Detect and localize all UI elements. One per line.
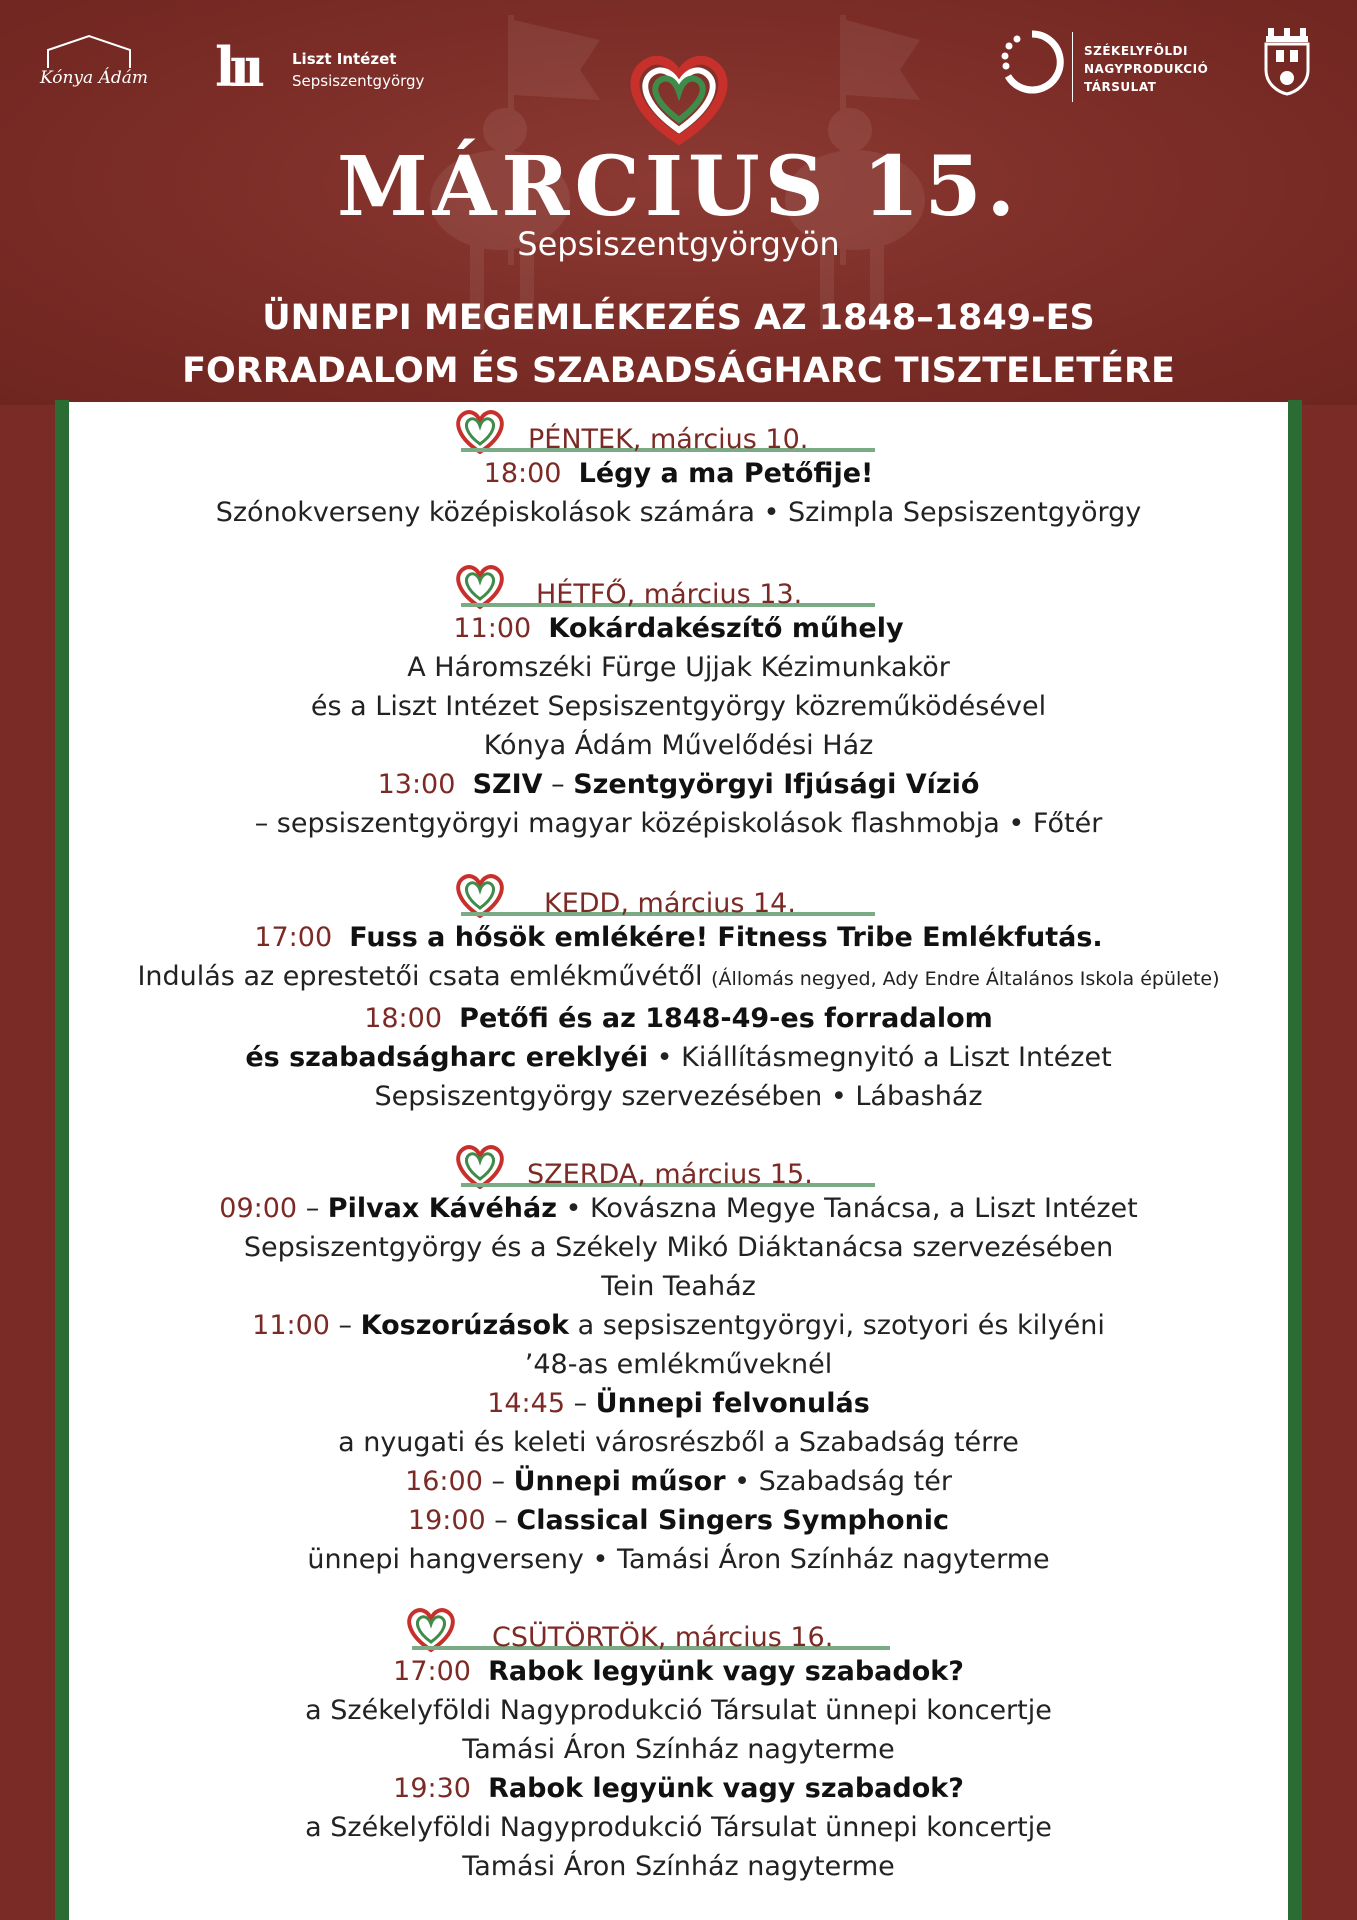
event-desc-line: – sepsiszentgyörgyi magyar középiskolások flashmobja • Főtér: [254, 808, 1103, 839]
day-label: KEDD, március 14.: [544, 888, 796, 919]
event-title-line: 09:00 – Pilvax Kávéház • Kovászna Megye Tanácsa, a Liszt Intézet: [219, 1193, 1138, 1224]
event-desc-line: Szónokverseny középiskolások számára • Szimpla Sepsiszentgyörgy: [215, 497, 1142, 528]
event-title-line: 19:30 Rabok legyünk vagy szabadok?: [393, 1773, 964, 1804]
event-desc-line: ünnepi hangverseny • Tamási Áron Színház nagyterme: [307, 1544, 1050, 1575]
headline: [0, 292, 1357, 398]
day-header: [69, 410, 1288, 454]
event-desc-line: és szabadságharc ereklyéi • Kiállításmegnyitó a Liszt Intézet: [245, 1042, 1112, 1073]
event-title-line: 16:00 – Ünnepi műsor • Szabadság tér: [405, 1466, 952, 1497]
green-stripe-right: [1288, 400, 1302, 1920]
event-desc-line: Tein Teaház: [601, 1271, 756, 1302]
day-header: [69, 1608, 1288, 1652]
event-desc-line: a Székelyföldi Nagyprodukció Társulat ünnepi koncertje: [305, 1812, 1052, 1843]
green-stripe-left: [55, 400, 69, 1920]
event-desc-line: és a Liszt Intézet Sepsiszentgyörgy közreműködésével: [310, 691, 1047, 722]
event-desc-line: Sepsiszentgyörgy és a Székely Mikó Diáktanácsa szervezésében: [243, 1232, 1114, 1263]
event-title-line: 11:00 – Koszorúzások a sepsiszentgyörgyi, szotyori és kilyéni: [252, 1310, 1105, 1341]
event-desc-line: Kónya Ádám Művelődési Ház: [483, 730, 874, 761]
liszt-city: Sepsiszentgyörgy: [292, 72, 425, 90]
day-label: SZERDA, március 15.: [527, 1159, 813, 1190]
event-title-line: 11:00 Kokárdakészítő műhely: [453, 613, 904, 644]
day-label: PÉNTEK, március 10.: [528, 424, 809, 455]
event-title-line: 18:00 Petőfi és az 1848-49-es forradalom: [364, 1003, 993, 1034]
header-banner: [0, 0, 1357, 405]
program-panel: [69, 402, 1288, 1920]
event-title-line: 13:00 SZIV – Szentgyörgyi Ifjúsági Vízió: [377, 769, 980, 800]
event-desc-line: Tamási Áron Színház nagyterme: [462, 1851, 895, 1882]
day-block-csutortok: [69, 1608, 1288, 1886]
event-desc-line: A Háromszéki Fürge Ujjak Kézimunkakör: [407, 652, 950, 683]
szekelyfoldi-logo: [1000, 30, 1209, 98]
event-desc-line: a Székelyföldi Nagyprodukció Társulat ünnepi koncertje: [305, 1695, 1052, 1726]
headline-line-1: ÜNNEPI MEGEMLÉKEZÉS AZ 1848–1849-ES: [262, 298, 1095, 338]
liszt-monogram: lıı: [215, 35, 259, 99]
day-header: [69, 874, 1288, 918]
event-title-line: 19:00 – Classical Singers Symphonic: [407, 1505, 950, 1536]
city-crest-icon: [1262, 26, 1312, 100]
day-block-hetfo: [69, 565, 1288, 843]
day-label: CSÜTÖRTÖK, március 16.: [492, 1622, 834, 1653]
page-subtitle: Sepsiszentgyörgyön: [517, 225, 840, 263]
day-block-kedd: [69, 874, 1288, 1116]
szek-line3: TÁRSULAT: [1084, 80, 1157, 94]
headline-line-2: FORRADALOM ÉS SZABADSÁGHARC TISZTELETÉRE: [182, 351, 1175, 391]
logo-left-signature: Kónya Ádám: [40, 68, 148, 88]
konya-adam-logo: [36, 32, 148, 104]
event-title-line: 17:00 Rabok legyünk vagy szabadok?: [393, 1656, 964, 1687]
event-desc-line: a nyugati és keleti városrészből a Szabadság térre: [338, 1427, 1019, 1458]
event-title-line: 14:45 – Ünnepi felvonulás: [487, 1388, 870, 1419]
page-title: MÁRCIUS 15.: [336, 139, 1021, 235]
day-block-szerda: [69, 1145, 1288, 1579]
event-title-line: 17:00 Fuss a hősök emlékére! Fitness Tribe Emlékfutás.: [254, 922, 1103, 953]
szek-line1: SZÉKELYFÖLDI: [1084, 44, 1188, 58]
event-desc-line: Sepsiszentgyörgy szervezésében • Lábasház: [374, 1081, 983, 1112]
day-label: HÉTFŐ, március 13.: [536, 579, 803, 610]
liszt-name: Liszt Intézet: [292, 50, 397, 68]
event-title-line: 18:00 Légy a ma Petőfije!: [483, 458, 874, 489]
circle-logo-icon: [1000, 30, 1064, 94]
day-block-pentek: [69, 410, 1288, 532]
event-desc-line: ’48-as emlékműveknél: [524, 1349, 833, 1380]
house-icon: [44, 34, 134, 70]
day-header: [69, 1145, 1288, 1189]
szek-line2: NAGYPRODUKCIÓ: [1084, 62, 1209, 76]
day-header: [69, 565, 1288, 609]
event-desc-line: Indulás az eprestetői csata emlékművétől (Állomás negyed, Ady Endre Általános Iskola épülete): [137, 961, 1220, 992]
event-desc-line: Tamási Áron Színház nagyterme: [462, 1734, 895, 1765]
